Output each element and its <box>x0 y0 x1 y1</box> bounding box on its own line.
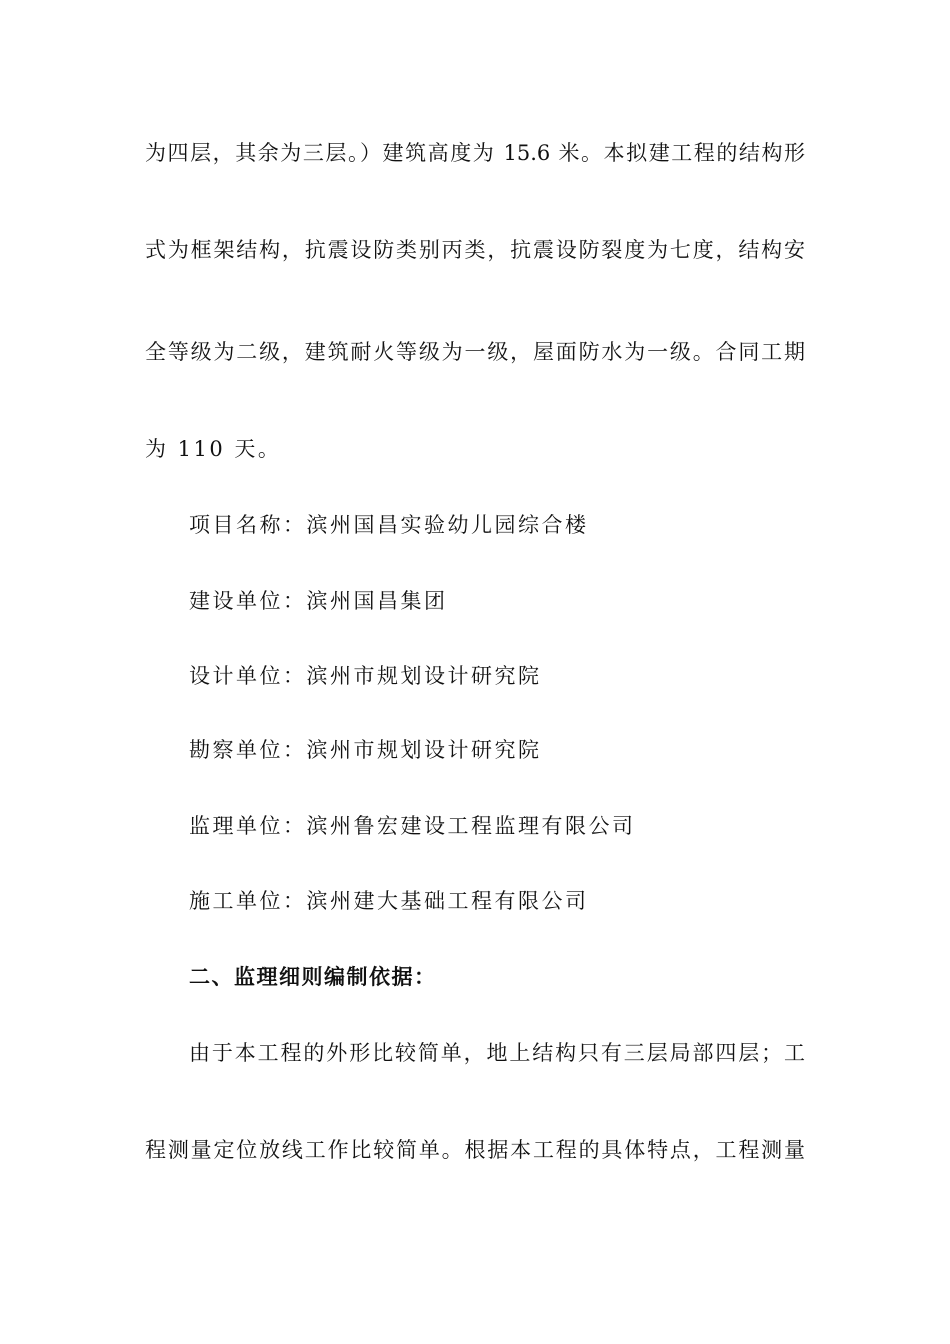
owner-line: 建设单位：滨州国昌集团 <box>189 589 448 613</box>
supervisor-line: 监理单位：滨州鲁宏建设工程监理有限公司 <box>189 814 636 838</box>
designer-line: 设计单位：滨州市规划设计研究院 <box>189 664 542 688</box>
contractor-line: 施工单位：滨州建大基础工程有限公司 <box>189 889 589 913</box>
section-line-1: 由于本工程的外形比较简单，地上结构只有三层局部四层；工 <box>189 1041 805 1065</box>
paragraph-line-3: 全等级为二级，建筑耐火等级为一级，屋面防水为一级。合同工期 <box>145 340 805 364</box>
project-name-line: 项目名称：滨州国昌实验幼儿园综合楼 <box>189 513 589 537</box>
surveyor-line: 勘察单位：滨州市规划设计研究院 <box>189 738 542 762</box>
paragraph-line-2: 式为框架结构，抗震设防类别丙类，抗震设防裂度为七度，结构安 <box>145 238 805 262</box>
section-line-2: 程测量定位放线工作比较简单。根据本工程的具体特点，工程测量 <box>145 1138 805 1162</box>
section-heading: 二、监理细则编制依据： <box>189 965 437 989</box>
paragraph-line-4: 为 110 天。 <box>145 437 282 461</box>
paragraph-line-1: 为四层，其余为三层。）建筑高度为 15.6 米。本拟建工程的结构形 <box>145 141 805 165</box>
